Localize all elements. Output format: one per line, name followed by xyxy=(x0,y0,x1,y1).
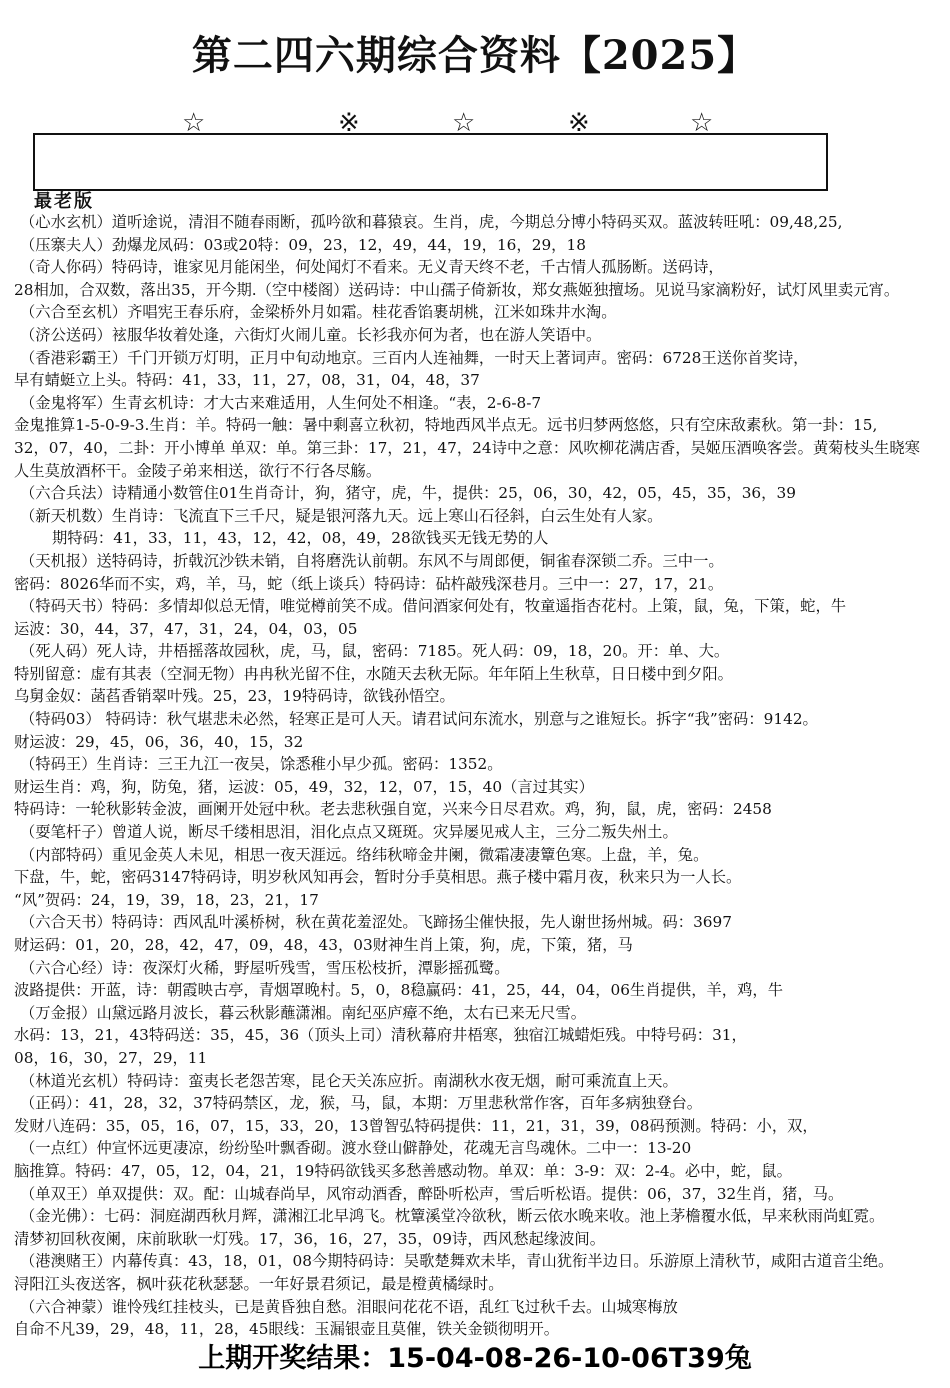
text-line: （正码）：41，28，32，37特码禁区，龙，猴，马，鼠，本期：万里悲秋常作客，百年多病独登台。 xyxy=(20,1094,703,1113)
text-line: （济公送码）袨服华妆着处逢，六街灯火闹儿童。长衫我亦何为者，也在游人笑语中。 xyxy=(20,325,602,344)
star-icon: ☆ xyxy=(452,108,476,138)
text-line: （耍笔杆子）曾道人说，断尽千缕相思泪，泪化点点又斑斑。灾异屡见戒人主，三分二叛失州土。 xyxy=(20,823,678,842)
text-line: 32，07，40，二卦：开小博单 单双：单。第三卦：17，21，47，24诗中之意：风吹柳花满店香，吴姬压酒唤客尝。黄菊枝头生晓寒 xyxy=(14,438,920,457)
text-line: （港澳赌王）内幕传真：43，18，01，08今期特码诗：吴歌楚舞欢未毕，青山犹衔半边日。乐游原上清秋节，咸阳古道音尘绝。 xyxy=(20,1252,894,1271)
text-line: 财运波：29，45，06，36，40，15，32 xyxy=(14,732,304,751)
last-draw-result: 上期开奖结果：15-04-08-26-10-06T39兔 xyxy=(198,1343,752,1374)
text-line: 清梦初回秋夜阑，床前耿耿一灯残。17，36，16，27，35，09诗，西风愁起缘波间。 xyxy=(14,1229,605,1248)
text-line: 水码：13，21，43特码送：35，45，36（顶头上司）清秋幕府井梧寒，独宿江城蜡炬残。中特号码：31， xyxy=(14,1026,747,1045)
text-line: （六合兵法）诗精通小数管住01生肖奇计，狗，猪守，虎，牛，提供：25，06，30，42，05，45，35，36，39 xyxy=(20,484,796,503)
text-line: （万金报）山黛远路月波长，暮云秋影蘸潇湘。南纪巫庐瘴不绝，太右已来无尺雪。 xyxy=(20,1003,586,1022)
text-line: （新天机数）生肖诗：飞流直下三千尺，疑是银河落九天。远上寒山石径斜，白云生处有人家。 xyxy=(20,506,663,525)
page-title: 第二四六期综合资料【2025】 xyxy=(191,32,759,79)
text-line: （林道光玄机）特码诗：蛮夷长老怨苦寒，昆仑天关冻应折。南湖秋水夜无烟，耐可乘流直上天。 xyxy=(20,1071,678,1090)
text-line: 早有蜻蜓立上头。特码：41，33，11，27，08，31，04，48，37 xyxy=(14,371,480,390)
text-line: （六合心经）诗：夜深灯火稀，野屋听残雪，雪压松枝折，潭影摇孤鹭。 xyxy=(20,958,510,977)
text-line: 下盘，牛，蛇，密码3147特码诗，明岁秋风知再会，暂时分手莫相思。燕子楼中霜月夜，秋来只为一人长。 xyxy=(14,868,742,887)
text-line: （天机报）送特码诗，折戟沉沙铁未销，自将磨洗认前朝。东风不与周郎便，铜雀春深锁二乔。三中一。 xyxy=(20,551,724,570)
star-icon: ☆ xyxy=(182,108,206,138)
text-line: （特码王）生肖诗：三王九江一夜吴，馀悉稚小早少孤。密码：1352。 xyxy=(20,755,503,774)
reference-mark-icon: ※ xyxy=(568,108,590,138)
text-line: 期特码：41，33，11，43，12，42，08，49，28欲钱买无钱无势的人 xyxy=(52,529,549,548)
text-line: （心水玄机）道听途说，清泪不随春雨断，孤吟欲和暮猿哀。生肖，虎，今期总分博小特码买双。蓝波转旺吼：09,48,25, xyxy=(20,213,843,231)
text-line: 发财八连码：35，05，16，07，15，33，20，13曾智弘特码提供：11，21，31，39，08码预测。特码：小，双， xyxy=(14,1116,818,1135)
text-line: （金鬼将军）生青玄机诗：才大古来难适用，人生何处不相逢。“表，2-6-8-7 xyxy=(20,393,542,412)
text-line: （一点红）仲宣怀远更凄凉，纷纷坠叶飘香砌。渡水登山僻静处，花魂无言鸟魂休。二中一：13-20 xyxy=(20,1139,692,1158)
text-line: 财运生肖：鸡，狗，防兔，猪，运波：05，49，32，12，07，15，40（言过其实） xyxy=(14,777,594,796)
reference-mark-icon: ※ xyxy=(338,108,360,138)
text-line: （六合神蒙）谁怜残红挂枝头，已是黄昏独自愁。泪眼问花花不语，乱红飞过秋千去。山城寒梅放 xyxy=(20,1297,678,1316)
text-line: （压寨夫人）劲爆龙凤码：03或20特：09，23，12，49，44，19，16，29，18 xyxy=(20,235,586,254)
text-line: 特码诗：一轮秋影转金波，画阑开处冠中秋。老去悲秋强自宽，兴来今日尽君欢。鸡，狗，鼠，虎，密码：2458 xyxy=(14,800,772,819)
text-line: （单双王）单双提供：双。配：山城春尚早，风帘动酒香，醉卧听松声，雪后听松语。提供：06，37，32生肖，猪，马。 xyxy=(20,1184,844,1203)
text-line: （六合至玄机）齐唱宪王春乐府，金梁桥外月如霜。桂花香馅裹胡桃，江米如珠井水淘。 xyxy=(20,303,617,322)
blank-banner-box xyxy=(33,133,828,191)
text-line: （香港彩霸王）千门开锁万灯明，正月中旬动地京。三百内人连袖舞，一时天上著词声。密码：6728王送你首奖诗， xyxy=(20,348,809,367)
text-line: （金光佛）：七码：洞庭湖西秋月辉，潇湘江北早鸿飞。枕簟溪堂冷欲秋，断云依水晚来收。池上茅檐覆水低，早来秋雨尚虹霓。 xyxy=(20,1207,885,1226)
content-body xyxy=(14,211,948,1341)
text-line: 运波：30，44，37，47，31，24，04，03，05 xyxy=(14,619,358,638)
text-line: （内部特码）重见金英人未见，相思一夜天涯远。络纬秋啼金井阑，微霜凄凄簟色寒。上盘，羊，兔。 xyxy=(20,845,709,864)
text-line: （特码天书）特码：多情却似总无情，唯觉樽前笑不成。借问酒家何处有，牧童遥指杏花村。上策，鼠，兔，下策，蛇，牛 xyxy=(20,597,847,616)
text-line: 自命不凡39，29，48，11，28，45眼线：玉漏银壶且莫催，铁关金锁彻明开。 xyxy=(14,1320,560,1339)
text-line: （六合天书）特码诗：西风乱叶溪桥树，秋在黄花羞涩处。飞蹄扬尘催快报，先人谢世扬州城。码：3697 xyxy=(20,913,732,932)
text-line: “风”贺码：24，19，39，18，23，21，17 xyxy=(14,890,319,909)
text-line: 乌舅金奴：菡萏香销翠叶残。25，23，19特码诗，欲钱孙悟空。 xyxy=(14,687,455,706)
text-line: 脑推算。特码：47，05，12，04，21，19特码欲钱买多愁善感动物。单双：单：3-9：双：2-4。必中，蛇，鼠。 xyxy=(14,1161,792,1180)
text-line: （死人码）死人诗，井梧摇落故园秋，虎，马，鼠，密码：7185。死人码：09，18，20。开：单、大。 xyxy=(20,642,730,661)
text-line: 密码：8026华而不实，鸡，羊，马，蛇（纸上谈兵）特码诗：砧杵敲残深巷月。三中一：27，17，21。 xyxy=(14,574,724,593)
edition-label: 最老版 xyxy=(34,191,94,212)
text-line: （特码03） 特码诗：秋气堪悲未必然，轻寒正是可人天。请君试问东流水，别意与之谁短长。拆字“我”密码：9142。 xyxy=(20,710,818,729)
text-line: （奇人你码）特码诗，谁家见月能闲坐，何处闻灯不看来。无义青天终不老，千古情人孤肠断。送码诗， xyxy=(20,258,724,277)
star-icon: ☆ xyxy=(690,108,714,138)
text-line: 浔阳江头夜送客，枫叶荻花秋瑟瑟。一年好景君须记，最是橙黄橘绿时。 xyxy=(14,1274,504,1293)
text-line: 波路提供：开蓝，诗：朝霞映古亭，青烟罩晚村。5，0，8稳赢码：41，25，44，04，06生肖提供，羊，鸡，牛 xyxy=(14,981,783,1000)
text-line: 28相加，合双数，落出35，开今期.（空中楼阁）送码诗：中山孺子倚新妆，郑女燕姬独擅场。见说马家滴粉好，试灯风里卖元宵。 xyxy=(14,280,900,299)
text-line: 财运码：01，20，28，42，47，09，48，43，03财神生肖上策，狗，虎，下策，猪，马 xyxy=(14,936,633,954)
text-line: 特别留意：虚有其表（空洞无物）冉冉秋光留不住，水随天去秋无际。年年陌上生秋草，日日楼中到夕阳。 xyxy=(14,664,733,683)
text-line: 金鬼推算1-5-0-9-3.生肖：羊。特码一触：暑中剩喜立秋初，特地西风半点无。远书归梦两悠悠，只有空床敌素秋。第一卦：15, xyxy=(14,416,878,435)
text-line: 人生莫放酒杯干。金陵子弟来相送，欲行不行各尽觞。 xyxy=(14,461,382,480)
text-line: 08，16，30，27，29，11 xyxy=(14,1048,208,1067)
